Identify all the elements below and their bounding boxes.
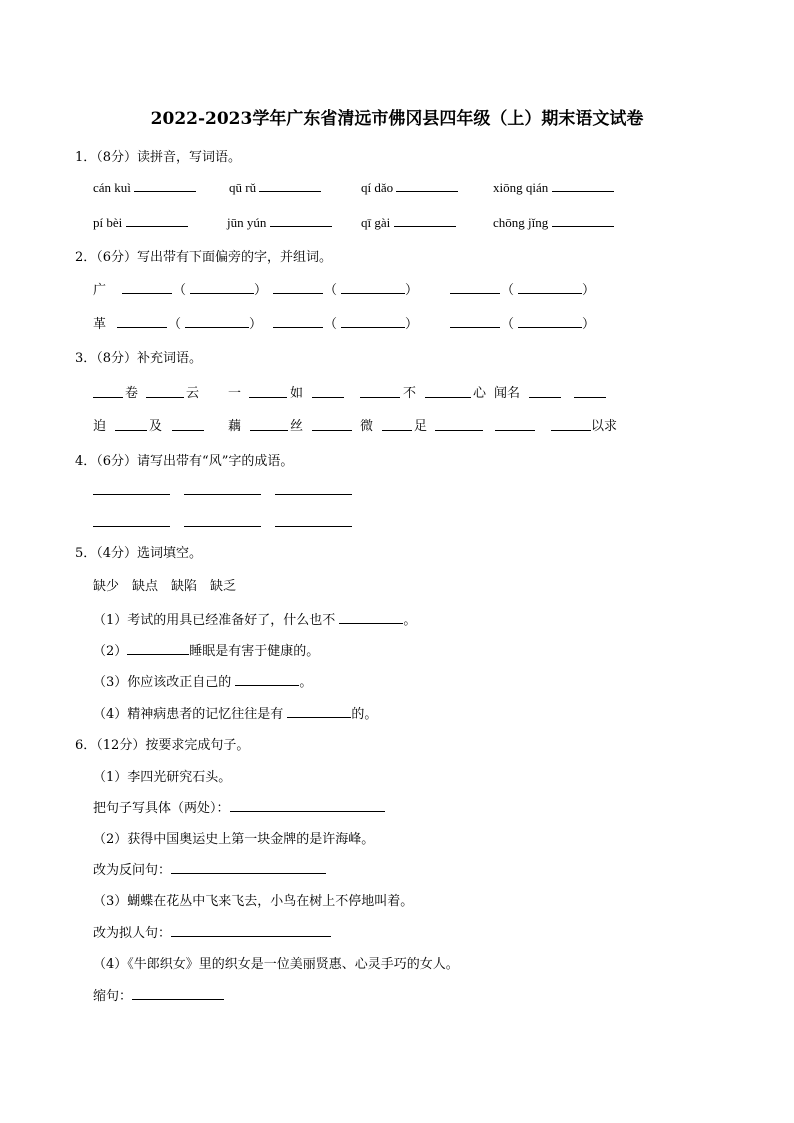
sentence-1: （1）李四光研究石头。 [93,770,232,785]
pinyin-5: pí bèi [93,213,188,231]
idiom-blank[interactable] [574,384,606,398]
word-blank[interactable] [518,280,582,294]
pinyin-7: qī gài [361,213,456,231]
fill-item-1: （1）考试的用具已经准备好了，什么也不 。 [93,609,416,628]
idiom-blank[interactable] [382,417,412,431]
answer-blank[interactable] [394,213,456,227]
pinyin-1: cán kuì [93,178,196,196]
answer-blank[interactable] [127,641,189,655]
idiom-answer-blank[interactable] [93,513,170,527]
question-3-heading: 3．（8分）补充词语。 [75,351,203,366]
answer-blank[interactable] [552,178,614,192]
idiom-char: 及 [149,419,163,434]
page-title: 2022-2023学年广东省清远市佛冈县四年级（上）期末语文试卷 [150,109,644,129]
idiom-blank[interactable] [115,417,147,431]
char-blank[interactable] [450,314,500,328]
char-blank[interactable] [122,280,172,294]
word-blank[interactable] [341,280,405,294]
idiom-blank[interactable] [495,417,535,431]
paren-close: ） [254,283,268,298]
idiom-char: 不 [403,386,417,401]
task-2: 改为反问句： [93,859,326,878]
idiom-char: 藕 [228,419,242,434]
idiom-char: 一 [228,386,242,401]
idiom-answer-blank[interactable] [275,513,352,527]
idiom-answer-blank[interactable] [275,481,352,495]
paren-open: （ [501,283,515,298]
sentence-3: （3）蝴蝶在花丛中飞来飞去，小鸟在树上不停地叫着。 [93,894,414,909]
char-blank[interactable] [117,314,167,328]
paren-open: （ [324,283,338,298]
question-5-heading: 5．（4分）选词填空。 [75,546,203,561]
idiom-blank[interactable] [551,417,591,431]
word-blank[interactable] [341,314,405,328]
idiom-blank[interactable] [172,417,204,431]
paren-open: （ [324,317,338,332]
idiom-blank[interactable] [250,417,288,431]
idiom-char: 闻名 [494,386,521,401]
answer-blank[interactable] [126,213,188,227]
idiom-char: 如 [290,386,304,401]
paren-open: （ [173,283,187,298]
answer-blank[interactable] [552,213,614,227]
idiom-blank[interactable] [249,384,287,398]
idiom-answer-blank[interactable] [184,513,261,527]
idiom-blank[interactable] [360,384,400,398]
answer-blank[interactable] [132,986,224,1000]
paren-close: ） [249,317,263,332]
idiom-char: 微 [360,419,374,434]
idiom-char: 迫 [93,419,107,434]
sentence-4: （4）《牛郎织女》里的织女是一位美丽贤惠、心灵手巧的女人。 [93,957,459,972]
pinyin-8: chōng jǐng [493,213,614,231]
idiom-char: 云 [186,386,200,401]
question-4-heading: 4．（6分）请写出带有“风”字的成语。 [75,454,294,469]
radical-ge: 革 [93,317,107,332]
question-2-heading: 2．（6分）写出带有下面偏旁的字，并组词。 [75,250,333,265]
answer-blank[interactable] [259,178,321,192]
fill-item-3: （3）你应该改正自己的 。 [93,671,312,690]
idiom-blank[interactable] [312,417,352,431]
paren-close: ） [582,317,596,332]
word-blank[interactable] [185,314,249,328]
char-blank[interactable] [273,280,323,294]
idiom-char: 卷 [125,386,139,401]
word-blank[interactable] [518,314,582,328]
paren-open: （ [501,317,515,332]
char-blank[interactable] [273,314,323,328]
word-options: 缺少 缺点 缺陷 缺乏 [93,579,237,594]
answer-blank[interactable] [270,213,332,227]
fill-item-4: （4）精神病患者的记忆往往是有 的。 [93,703,377,722]
idiom-answer-blank[interactable] [93,481,170,495]
question-6-heading: 6．（12分）按要求完成句子。 [75,738,250,753]
task-1: 把句子写具体（两处）： [93,797,385,816]
paren-close: ） [405,283,419,298]
radical-guang: 广 [93,283,107,298]
answer-blank[interactable] [235,672,299,686]
idiom-blank[interactable] [425,384,471,398]
idiom-blank[interactable] [529,384,561,398]
answer-blank[interactable] [134,178,196,192]
task-4: 缩句： [93,985,224,1004]
word-blank[interactable] [190,280,254,294]
paren-open: （ [168,317,182,332]
answer-blank[interactable] [171,923,331,937]
paren-close: ） [405,317,419,332]
answer-blank[interactable] [396,178,458,192]
sentence-2: （2）获得中国奥运史上第一块金牌的是许海峰。 [93,832,375,847]
idiom-char: 心 [473,386,487,401]
paren-close: ） [582,283,596,298]
question-1-heading: 1．（8分）读拼音，写词语。 [75,150,242,165]
idiom-blank[interactable] [312,384,344,398]
idiom-char: 丝 [290,419,304,434]
pinyin-3: qí dǎo [361,178,458,196]
idiom-answer-blank[interactable] [184,481,261,495]
answer-blank[interactable] [287,704,351,718]
answer-blank[interactable] [339,610,403,624]
pinyin-2: qū rǔ [229,178,321,196]
idiom-char: 以求 [591,419,618,434]
idiom-char: 足 [414,419,428,434]
char-blank[interactable] [450,280,500,294]
idiom-blank[interactable] [146,384,184,398]
task-3: 改为拟人句： [93,922,331,941]
answer-blank[interactable] [171,860,326,874]
fill-item-2: （2） 睡眠是有害于健康的。 [93,640,319,659]
pinyin-4: xiōng qián [493,178,614,196]
pinyin-6: jūn yún [227,213,332,231]
idiom-blank[interactable] [435,417,483,431]
idiom-blank[interactable] [93,384,123,398]
answer-blank[interactable] [230,798,385,812]
